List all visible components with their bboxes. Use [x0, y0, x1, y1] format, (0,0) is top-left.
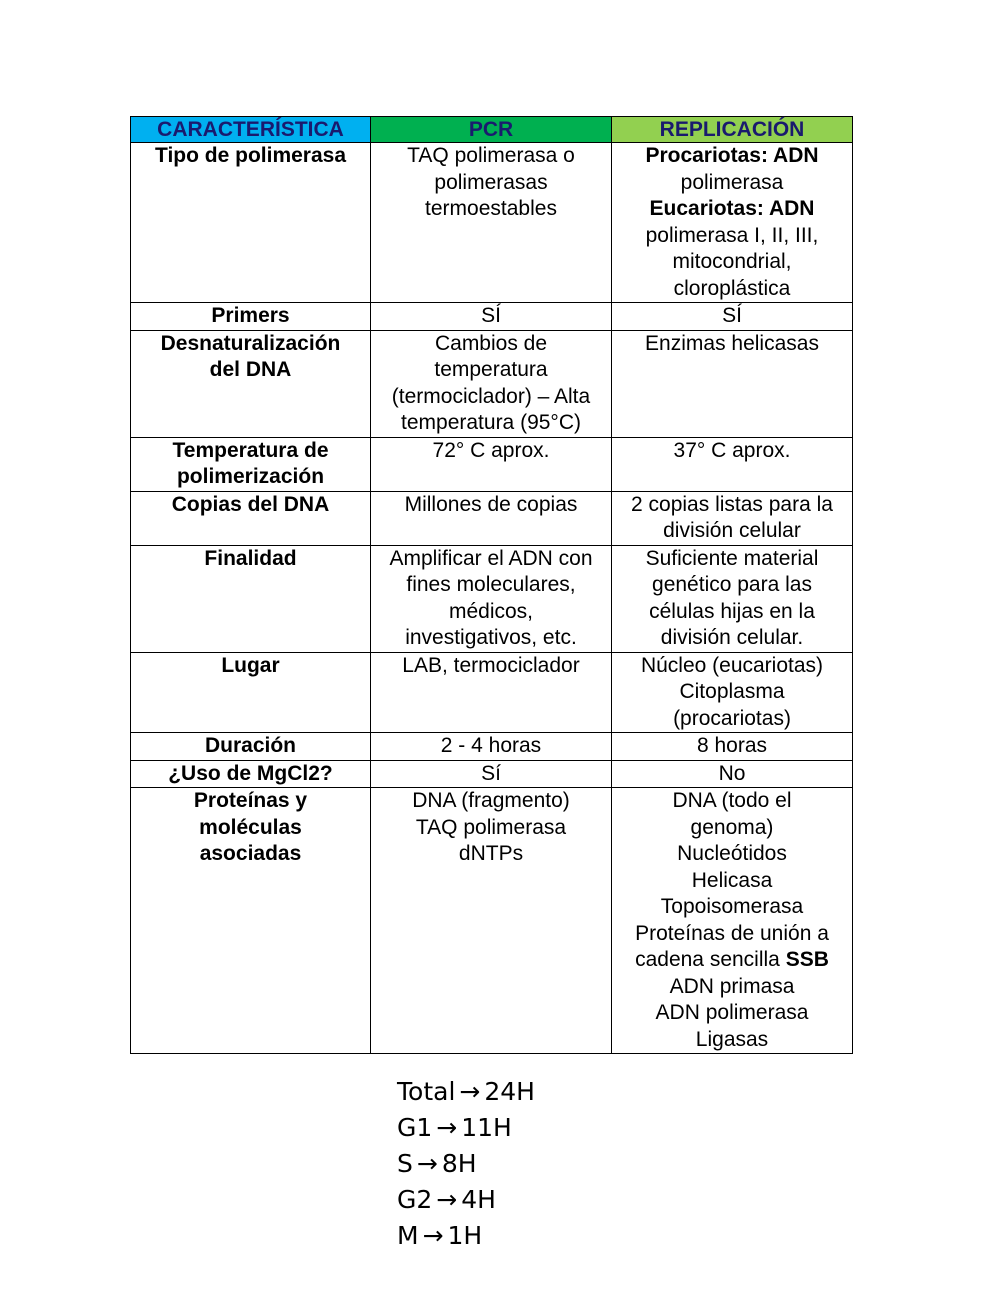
feature-text: del DNA [209, 358, 292, 381]
arrow-right-icon: → [422, 1221, 444, 1250]
pcr-text-fragment: médicos, [448, 599, 534, 623]
replicacion-cell [612, 788, 853, 1054]
replicacion-text-fragment: Suficiente material [645, 546, 819, 570]
replicacion-text-fragment: ADN polimerasa [655, 1001, 809, 1024]
replicacion-text-fragment: genoma) [690, 815, 774, 839]
replicacion-cell [612, 437, 853, 491]
table-row [131, 303, 853, 331]
pcr-cell [371, 437, 612, 491]
replicacion-text [616, 1027, 848, 1054]
pcr-text-fragment: dNTPs [458, 842, 524, 865]
replicacion-text [616, 196, 848, 223]
pcr-text-fragment: TAQ polimerasa o [407, 144, 575, 167]
replicacion-text-fragment: polimerasa I, II, III, [645, 223, 819, 247]
pcr-text [375, 546, 607, 573]
replicacion-text [616, 921, 848, 948]
replicacion-text [616, 546, 848, 573]
replicacion-text [616, 572, 848, 599]
pcr-text [375, 625, 607, 652]
replicacion-text [616, 841, 848, 868]
note-value: 11H [461, 1113, 512, 1142]
replicacion-text [616, 223, 848, 250]
replicacion-text-fragment: Citoplasma [679, 680, 785, 703]
replicacion-text [616, 331, 848, 358]
feature-text: Desnaturalización [160, 331, 341, 355]
feature-text: ¿Uso de MgCl2? [168, 761, 333, 785]
pcr-text [375, 761, 607, 788]
replicacion-text-fragment: Núcleo (eucariotas) [640, 653, 824, 677]
arrow-right-icon: → [459, 1077, 481, 1106]
pcr-cell [371, 303, 612, 331]
replicacion-cell [612, 143, 853, 303]
pcr-text [375, 170, 607, 197]
pcr-text-fragment: investigativos, etc. [405, 626, 577, 649]
pcr-text [375, 492, 607, 519]
feature-cell [131, 303, 371, 331]
replicacion-text [616, 303, 848, 330]
replicacion-cell [612, 491, 853, 545]
pcr-text-fragment: DNA (fragmento) [412, 789, 570, 812]
replicacion-text [616, 170, 848, 197]
table-row [131, 733, 853, 761]
feature-text: moléculas [199, 815, 302, 839]
header-replicacion: REPLICACIÓN [612, 117, 853, 143]
pcr-text [375, 143, 607, 170]
pcr-text [375, 331, 607, 358]
feature-text: Proteínas y [193, 789, 308, 812]
pcr-text [375, 788, 607, 815]
note-line [397, 1146, 535, 1182]
pcr-text-fragment: Amplificar el ADN con [389, 546, 593, 570]
pcr-cell [371, 330, 612, 437]
replicacion-text [616, 518, 848, 545]
replicacion-text [616, 492, 848, 519]
table-row [131, 788, 853, 1054]
header-pcr: PCR [371, 117, 612, 143]
replicacion-text-fragment: DNA (todo el [672, 789, 792, 812]
pcr-text [375, 815, 607, 842]
pcr-text [375, 384, 607, 411]
replicacion-text-fragment: 2 copias listas para la [631, 492, 833, 516]
note-line [397, 1182, 535, 1218]
table-row [131, 491, 853, 545]
header-caracteristica: CARACTERÍSTICA [131, 117, 371, 143]
pcr-text-fragment: Millones de copias [404, 492, 578, 516]
pcr-text-fragment: 2 - 4 horas [440, 734, 542, 757]
pcr-text [375, 733, 607, 760]
pcr-text [375, 438, 607, 465]
replicacion-text [616, 653, 848, 680]
feature-text: polimerización [176, 465, 325, 488]
replicacion-text [616, 947, 848, 974]
replicacion-text [616, 894, 848, 921]
note-value: 1H [447, 1221, 483, 1250]
replicacion-cell [612, 733, 853, 761]
replicacion-text [616, 679, 848, 706]
replicacion-text-fragment: No [718, 761, 746, 785]
feature-cell [131, 788, 371, 1054]
pcr-text [375, 653, 607, 680]
replicacion-cell [612, 760, 853, 788]
feature-text: Primers [211, 304, 290, 327]
replicacion-text [616, 143, 848, 170]
replicacion-text-fragment: (procariotas) [673, 706, 791, 730]
replicacion-text-fragment: SÍ [722, 304, 742, 327]
pcr-text [375, 572, 607, 599]
pcr-cell [371, 545, 612, 652]
comparison-table [130, 116, 853, 1054]
note-label: M [397, 1221, 419, 1250]
replicacion-text [616, 788, 848, 815]
table-body [131, 143, 853, 1054]
feature-cell [131, 545, 371, 652]
note-line [397, 1110, 535, 1146]
pcr-text-fragment: (termociclador) – Alta [391, 384, 591, 408]
replicacion-text-fragment: ADN primasa [669, 974, 795, 998]
feature-text: Tipo de polimerasa [155, 144, 346, 167]
pcr-text-fragment: LAB, termociclador [402, 653, 580, 677]
arrow-right-icon: → [436, 1113, 458, 1142]
replicacion-cell [612, 303, 853, 331]
feature-text: Duración [204, 734, 296, 757]
feature-cell [131, 733, 371, 761]
replicacion-text-fragment: Helicasa [691, 868, 773, 892]
replicacion-text-fragment: 37° C aprox. [673, 438, 791, 462]
table-row [131, 545, 853, 652]
replicacion-text-fragment: células hijas en la [649, 599, 815, 623]
replicacion-text-fragment: Ligasas [695, 1027, 769, 1051]
replicacion-cell [612, 545, 853, 652]
replicacion-text [616, 974, 848, 1001]
feature-text: asociadas [199, 842, 302, 865]
pcr-text-fragment: temperatura (95°C) [401, 411, 581, 434]
feature-text: Lugar [221, 653, 280, 677]
pcr-text-fragment: termoestables [425, 197, 557, 220]
note-line [397, 1074, 535, 1110]
pcr-text [375, 599, 607, 626]
note-label: S [397, 1149, 413, 1178]
replicacion-text-fragment: Topoisomerasa [660, 895, 804, 918]
note-value: 24H [484, 1077, 535, 1106]
cell-cycle-notes [397, 1074, 535, 1254]
feature-cell [131, 652, 371, 733]
replicacion-text [616, 761, 848, 788]
replicacion-text [616, 733, 848, 760]
note-label: G1 [397, 1113, 433, 1142]
feature-cell [131, 760, 371, 788]
note-line [397, 1218, 535, 1254]
replicacion-text [616, 706, 848, 733]
replicacion-text-fragment: Proteínas de unión a [635, 921, 829, 945]
pcr-text-fragment: Sí [481, 761, 501, 785]
replicacion-text-fragment: Nucleótidos [677, 842, 787, 865]
replicacion-text [616, 1000, 848, 1027]
table-row [131, 437, 853, 491]
pcr-text [375, 196, 607, 223]
replicacion-text [616, 438, 848, 465]
replicacion-text-fragment: 8 horas [696, 734, 768, 757]
pcr-text-fragment: 72° C aprox. [432, 438, 550, 462]
pcr-cell [371, 491, 612, 545]
replicacion-text-fragment: polimerasa [680, 170, 784, 194]
table-row [131, 330, 853, 437]
feature-cell [131, 330, 371, 437]
replicacion-text [616, 625, 848, 652]
pcr-cell [371, 788, 612, 1054]
replicacion-text [616, 276, 848, 303]
pcr-text [375, 357, 607, 384]
pcr-cell [371, 760, 612, 788]
table-row [131, 652, 853, 733]
pcr-text [375, 303, 607, 330]
replicacion-text-fragment: división celular [663, 519, 801, 542]
note-value: 8H [441, 1149, 477, 1178]
replicacion-text-fragment: Procariotas: ADN [645, 144, 819, 167]
replicacion-text-fragment: Enzimas helicasas [645, 331, 819, 355]
replicacion-text-fragment: SSB [785, 948, 829, 971]
replicacion-text-fragment: cadena sencilla [635, 948, 786, 971]
replicacion-text-fragment: mitocondrial, [672, 250, 792, 273]
replicacion-text-fragment: Eucariotas: ADN [649, 197, 815, 220]
table-row [131, 760, 853, 788]
replicacion-text [616, 599, 848, 626]
note-label: Total [397, 1077, 456, 1106]
pcr-cell [371, 652, 612, 733]
replicacion-text-fragment: división celular. [660, 626, 804, 649]
replicacion-text [616, 815, 848, 842]
replicacion-cell [612, 330, 853, 437]
feature-cell [131, 491, 371, 545]
note-value: 4H [461, 1185, 496, 1214]
table-header-row [131, 117, 853, 143]
pcr-text-fragment: temperatura [434, 358, 548, 381]
table-row [131, 143, 853, 303]
note-label: G2 [397, 1185, 433, 1214]
pcr-text-fragment: fines moleculares, [406, 573, 576, 596]
arrow-right-icon: → [416, 1149, 438, 1178]
pcr-text [375, 410, 607, 437]
replicacion-text-fragment: cloroplástica [673, 276, 791, 300]
feature-cell [131, 437, 371, 491]
feature-text: Temperatura de [172, 438, 329, 462]
pcr-cell [371, 733, 612, 761]
pcr-text-fragment: TAQ polimerasa [415, 815, 567, 839]
pcr-text-fragment: polimerasas [434, 170, 548, 194]
pcr-text-fragment: Cambios de [434, 331, 548, 355]
pcr-text [375, 841, 607, 868]
replicacion-text [616, 868, 848, 895]
replicacion-cell [612, 652, 853, 733]
pcr-cell [371, 143, 612, 303]
pcr-text-fragment: SÍ [481, 304, 501, 327]
replicacion-text-fragment: genético para las [652, 573, 812, 596]
feature-text: Finalidad [204, 546, 297, 570]
feature-text: Copias del DNA [171, 492, 330, 516]
feature-cell [131, 143, 371, 303]
arrow-right-icon: → [436, 1185, 458, 1214]
replicacion-text [616, 249, 848, 276]
